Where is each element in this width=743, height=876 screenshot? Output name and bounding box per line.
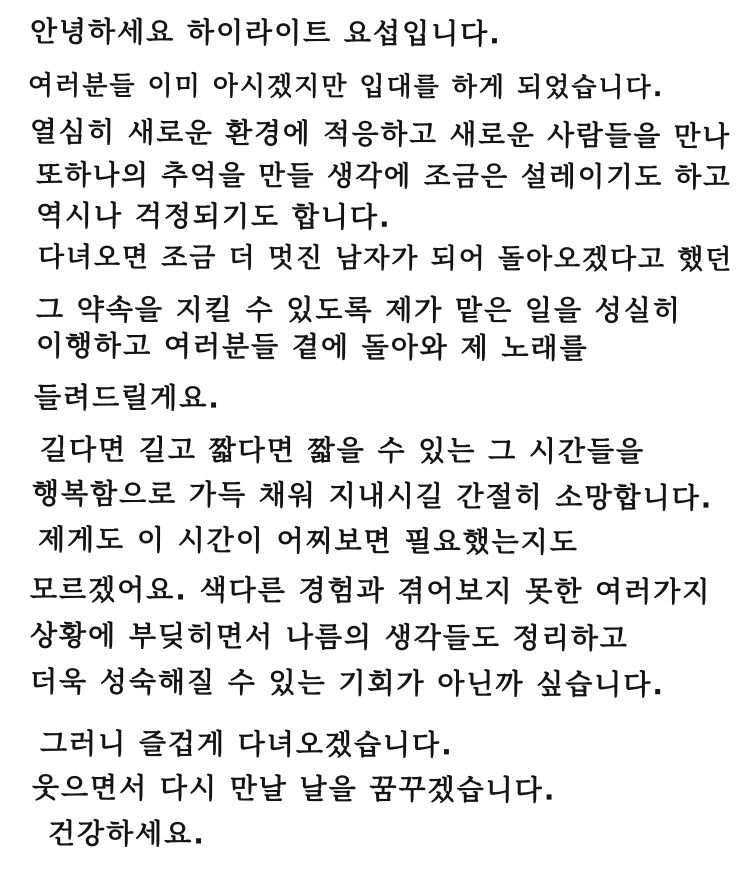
- letter-line: 더욱 성숙해질 수 있는 기회가 아닌까 싶습니다.: [29, 665, 666, 702]
- letter-line: 웃으면서 다시 만날 날을 꿈꾸겠습니다.: [31, 771, 557, 807]
- letter-line: 모르겠어요. 색다른 경험과 겪어보지 못한 여러가지: [29, 573, 712, 609]
- letter-line: 그러니 즐겁게 다녀오겠습니다.: [39, 727, 454, 762]
- letter-line: 역시나 걱정되기도 합니다.: [35, 199, 392, 234]
- letter-line: 제게도 이 시간이 어찌보면 필요했는지도: [37, 523, 579, 559]
- letter-line: 열심히 새로운 환경에 적응하고 새로운 사람들을 만나: [29, 115, 732, 153]
- letter-line: 건강하세요.: [47, 817, 206, 851]
- letter-line: 그 약속을 지킬 수 있도록 제가 맡은 일을 성실히: [35, 293, 682, 328]
- letter-line: 들려드릴게요.: [33, 381, 221, 415]
- letter-line: 이행하고 여러분들 곁에 돌아와 제 노래를: [35, 329, 589, 365]
- letter-line: 다녀오면 조금 더 멋진 남자가 되어 돌아오겠다고 했던: [37, 242, 734, 276]
- letter-line: 여러분들 이미 아시겠지만 입대를 하게 되었습니다.: [27, 71, 665, 104]
- letter-line: 길다면 길고 짧다면 짧을 수 있는 그 시간들을: [39, 433, 646, 469]
- letter-line: 행복함으로 가득 채워 지내시길 간절히 소망합니다.: [31, 477, 714, 515]
- letter-line: 상황에 부딪히면서 나름의 생각들도 정리하고: [29, 619, 630, 656]
- letter-line: 안녕하세요 하이라이트 요섭입니다.: [29, 15, 502, 51]
- letter-line: 또하나의 추억을 만들 생각에 조금은 설레이기도 하고: [35, 160, 732, 194]
